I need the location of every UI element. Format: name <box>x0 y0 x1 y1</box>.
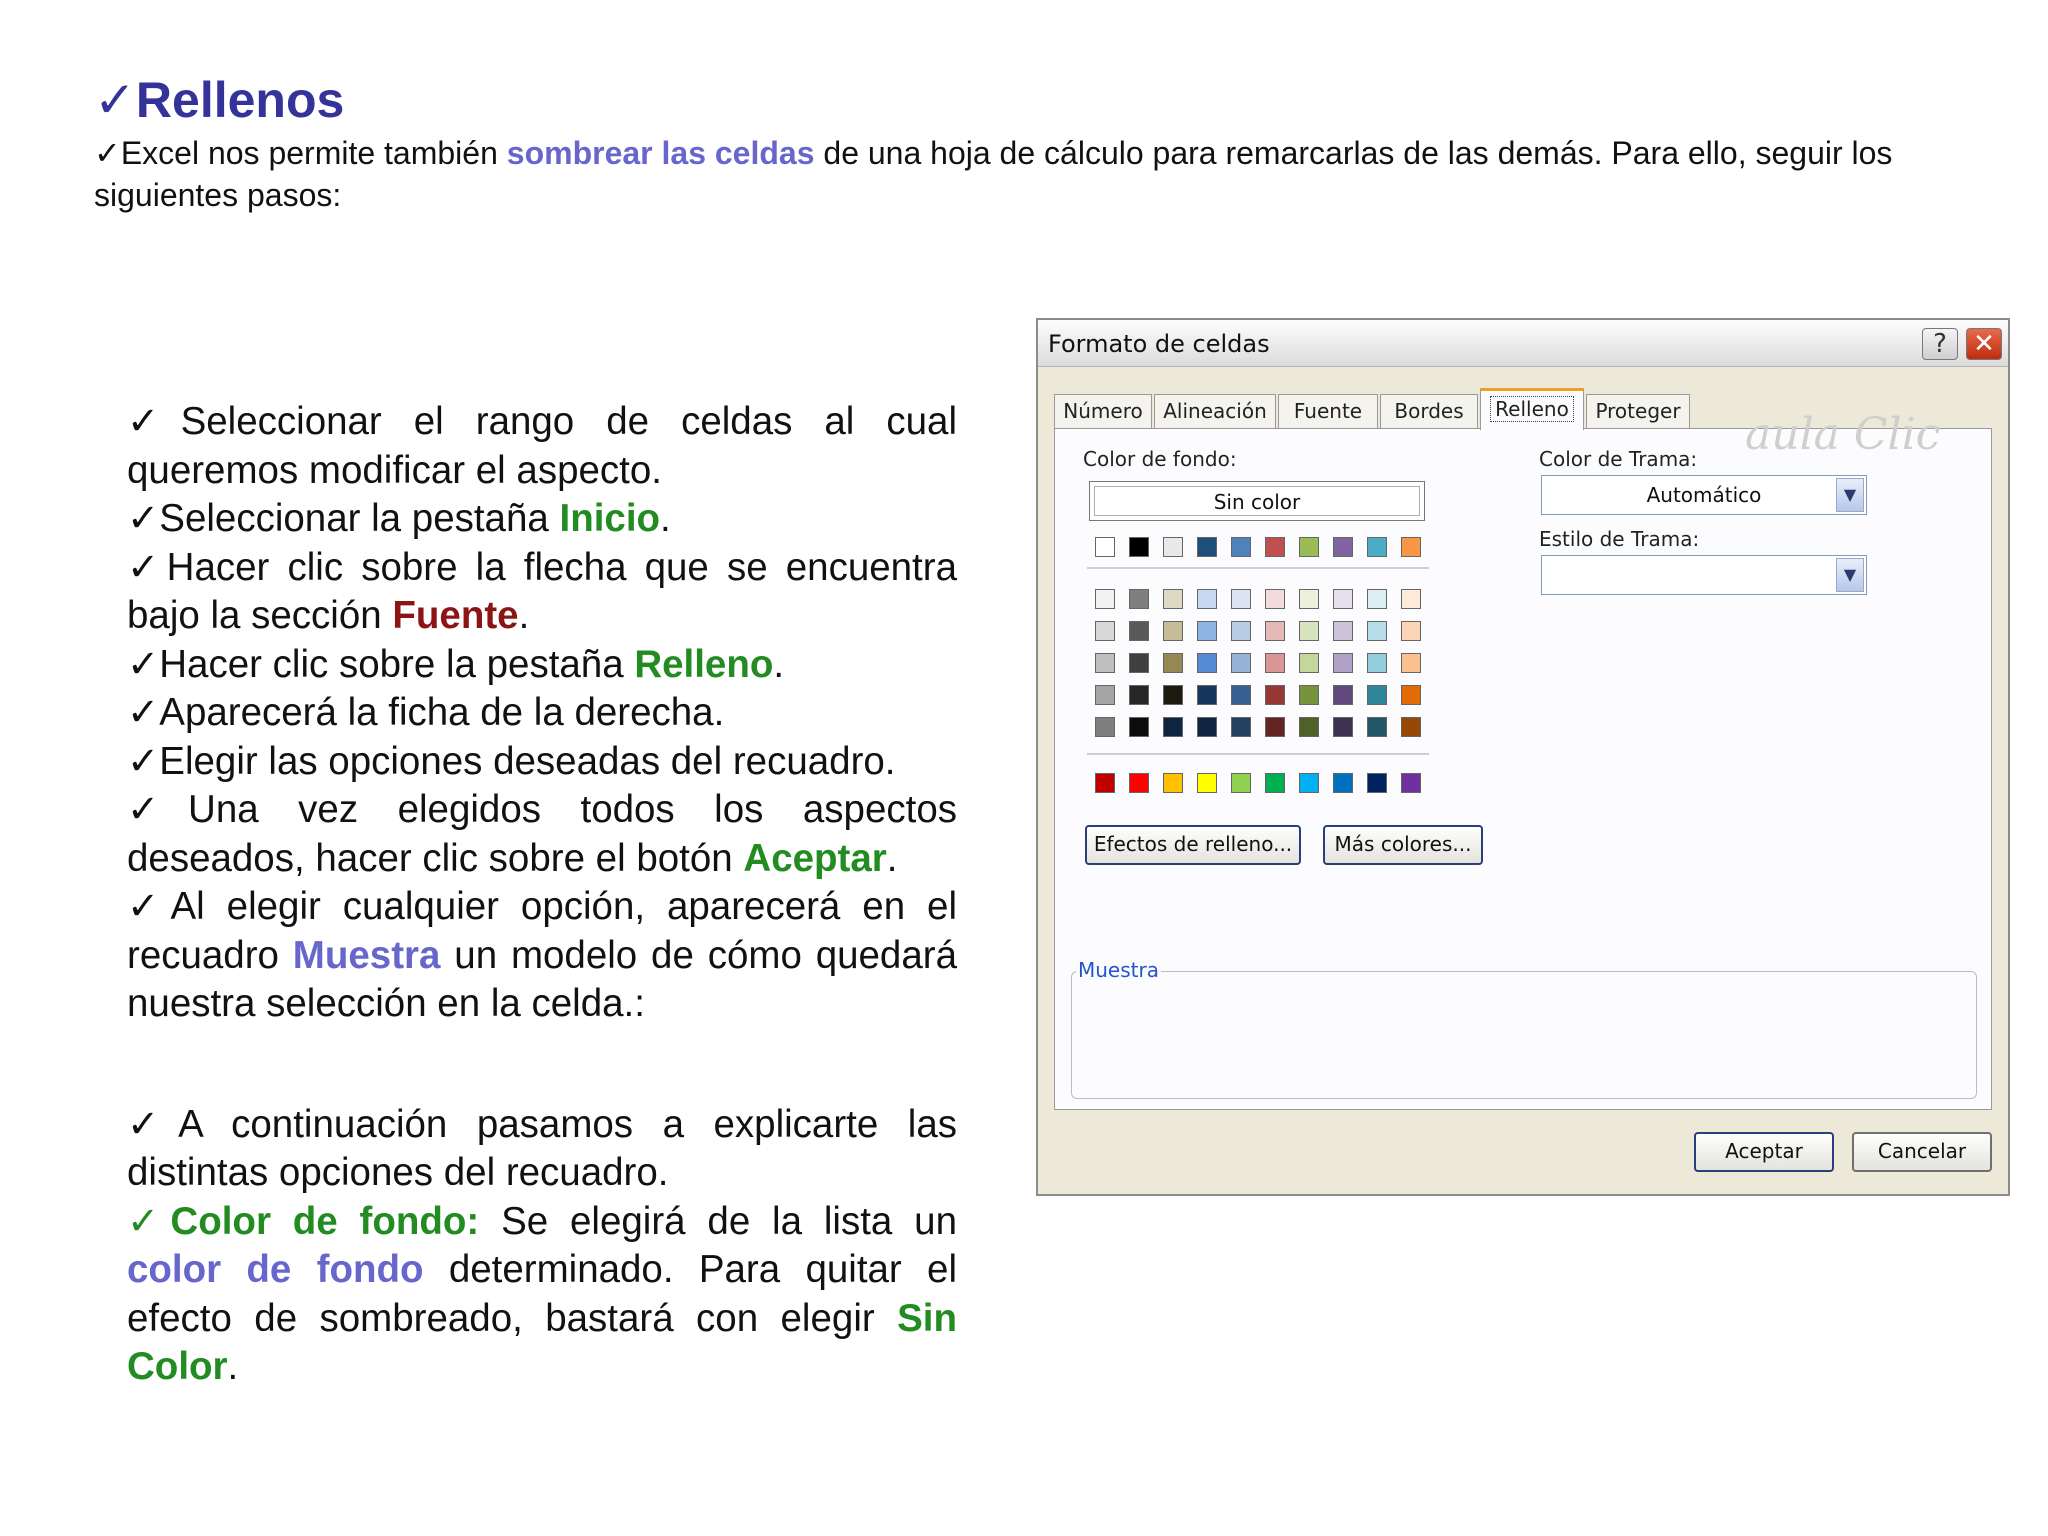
standard-color-swatch[interactable] <box>1367 773 1387 793</box>
tab-fuente[interactable]: Fuente <box>1278 394 1378 428</box>
theme-color-swatch[interactable] <box>1197 537 1217 557</box>
step-10-text-2: determinado. Para quitar el efecto de sombreado, bastará con elegir <box>127 1248 957 1340</box>
theme-color-swatch[interactable] <box>1095 537 1115 557</box>
shade-color-swatch[interactable] <box>1163 589 1183 609</box>
shade-color-swatch[interactable] <box>1231 685 1251 705</box>
close-button[interactable]: ✕ <box>1966 328 2002 360</box>
shade-color-swatch[interactable] <box>1129 717 1149 737</box>
shade-color-swatch[interactable] <box>1265 653 1285 673</box>
shade-color-swatch[interactable] <box>1401 621 1421 641</box>
cancelar-button[interactable]: Cancelar <box>1852 1132 1992 1172</box>
dialog-titlebar <box>1038 320 2008 367</box>
shade-color-swatch[interactable] <box>1197 685 1217 705</box>
title-text: Rellenos <box>135 72 345 128</box>
step-9: ✓A continuación pasamos a explicarte las distintas opciones del recuadro. <box>127 1102 957 1194</box>
step-4-end: . <box>773 642 785 686</box>
shade-color-swatch[interactable] <box>1265 621 1285 641</box>
theme-color-swatch[interactable] <box>1265 537 1285 557</box>
shade-color-swatch[interactable] <box>1129 653 1149 673</box>
shade-color-swatch[interactable] <box>1333 589 1353 609</box>
shade-color-swatch[interactable] <box>1197 653 1217 673</box>
step-6: ✓Elegir las opciones deseadas del recuadro. <box>127 739 896 783</box>
shade-color-swatch[interactable] <box>1095 653 1115 673</box>
tab-relleno-label: Relleno <box>1490 396 1574 422</box>
shade-color-swatch[interactable] <box>1299 621 1319 641</box>
step-4 <box>127 641 957 690</box>
step-3-end: . <box>518 594 530 637</box>
standard-color-swatch[interactable] <box>1129 773 1149 793</box>
intro-paragraph <box>94 132 2014 216</box>
color-fondo-label: Color de fondo: <box>1083 447 1237 471</box>
help-button[interactable]: ? <box>1922 328 1958 360</box>
step-2-keyword: Inicio <box>559 497 661 540</box>
standard-color-swatch[interactable] <box>1401 773 1421 793</box>
muestra-preview <box>1071 958 1977 1099</box>
chevron-down-icon[interactable]: ▼ <box>1836 558 1864 592</box>
shade-color-swatch[interactable] <box>1197 621 1217 641</box>
chevron-down-icon[interactable]: ▼ <box>1836 478 1864 512</box>
shade-color-swatch[interactable] <box>1265 589 1285 609</box>
step-5: ✓Aparecerá la ficha de la derecha. <box>127 691 725 734</box>
shade-color-swatch[interactable] <box>1299 685 1319 705</box>
shade-color-swatch[interactable] <box>1095 685 1115 705</box>
format-cells-dialog <box>1036 318 2010 1196</box>
step-2-text: ✓Seleccionar la pestaña <box>127 497 560 540</box>
theme-color-swatch[interactable] <box>1367 537 1387 557</box>
intro-text: Excel nos permite también <box>120 135 507 171</box>
shade-color-swatch[interactable] <box>1163 685 1183 705</box>
spacer <box>127 1029 957 1101</box>
shade-color-swatch[interactable] <box>1231 717 1251 737</box>
check-icon: ✓ <box>94 72 136 128</box>
theme-color-swatch[interactable] <box>1299 537 1319 557</box>
step-2 <box>127 495 957 544</box>
shade-color-swatch[interactable] <box>1197 589 1217 609</box>
shade-color-swatch[interactable] <box>1299 717 1319 737</box>
step-4-keyword: Relleno <box>634 642 774 686</box>
tab-numero[interactable]: Número <box>1054 394 1152 428</box>
standard-color-swatch[interactable] <box>1197 773 1217 793</box>
step-7-keyword: Aceptar <box>743 836 887 880</box>
step-7-end: . <box>886 836 898 880</box>
shade-color-swatch[interactable] <box>1401 589 1421 609</box>
shade-color-swatch[interactable] <box>1231 653 1251 673</box>
steps-list <box>127 398 957 1392</box>
sin-color-label: Sin color <box>1094 486 1420 516</box>
shade-color-swatch[interactable] <box>1129 685 1149 705</box>
shade-color-swatch[interactable] <box>1197 717 1217 737</box>
shade-color-swatch[interactable] <box>1367 685 1387 705</box>
step-10 <box>127 1198 957 1392</box>
step-8-end: un modelo de cómo quedará nuestra selección en la celda.: <box>127 933 957 1025</box>
aceptar-button[interactable]: Aceptar <box>1694 1132 1834 1172</box>
shade-color-swatch[interactable] <box>1163 653 1183 673</box>
check-icon: ✓ <box>94 135 121 171</box>
theme-color-swatch[interactable] <box>1231 537 1251 557</box>
shade-color-swatch[interactable] <box>1333 653 1353 673</box>
shade-color-swatch[interactable] <box>1129 589 1149 609</box>
shade-color-swatch[interactable] <box>1299 653 1319 673</box>
theme-color-swatch[interactable] <box>1333 537 1353 557</box>
standard-color-swatch[interactable] <box>1265 773 1285 793</box>
estilo-trama-select[interactable] <box>1541 555 1867 595</box>
intro-highlight: sombrear las celdas <box>506 135 815 171</box>
shade-color-swatch[interactable] <box>1095 717 1115 737</box>
color-trama-value: Automático <box>1646 483 1762 507</box>
color-trama-select[interactable] <box>1541 475 1867 515</box>
standard-color-swatch[interactable] <box>1163 773 1183 793</box>
muestra-label: Muestra <box>1078 958 1159 982</box>
standard-color-swatch[interactable] <box>1231 773 1251 793</box>
step-7 <box>127 786 957 883</box>
shade-color-swatch[interactable] <box>1333 717 1353 737</box>
step-10-end: . <box>227 1345 239 1388</box>
standard-color-swatch[interactable] <box>1299 773 1319 793</box>
shade-color-swatch[interactable] <box>1299 589 1319 609</box>
color-trama-label: Color de Trama: <box>1539 447 1698 471</box>
shade-color-swatch[interactable] <box>1367 717 1387 737</box>
theme-color-swatch[interactable] <box>1163 537 1183 557</box>
shade-color-swatch[interactable] <box>1129 621 1149 641</box>
shade-color-swatch[interactable] <box>1333 621 1353 641</box>
tab-proteger[interactable]: Proteger <box>1586 394 1690 428</box>
shade-color-swatch[interactable] <box>1163 621 1183 641</box>
step-8-keyword: Muestra <box>292 933 441 977</box>
step-10-text: Se elegirá de la lista un <box>479 1199 957 1243</box>
tab-relleno[interactable] <box>1480 388 1584 430</box>
theme-color-swatch[interactable] <box>1129 537 1149 557</box>
step-3-keyword: Fuente <box>392 594 519 637</box>
shade-color-swatch[interactable] <box>1095 589 1115 609</box>
step-2-end: . <box>660 497 671 540</box>
step-7-text: ✓Una vez elegidos todos los aspectos deseados, hacer clic sobre el botón <box>127 788 957 880</box>
shade-color-swatch[interactable] <box>1401 717 1421 737</box>
shade-color-swatch[interactable] <box>1401 653 1421 673</box>
step-10-keyword-2: Sin Color <box>127 1296 957 1388</box>
step-10-keyword: Color de fondo: <box>170 1199 480 1243</box>
standard-color-swatch[interactable] <box>1333 773 1353 793</box>
step-8 <box>127 883 957 1029</box>
step-4-text: ✓Hacer clic sobre la pestaña <box>127 642 635 686</box>
step-1: ✓Seleccionar el rango de celdas al cual queremos modificar el aspecto. <box>127 400 957 492</box>
check-icon: ✓ <box>127 1199 171 1243</box>
theme-color-swatch[interactable] <box>1401 537 1421 557</box>
step-3 <box>127 544 957 641</box>
aulaclic-watermark: aula Clic <box>1745 409 1941 460</box>
shade-color-swatch[interactable] <box>1333 685 1353 705</box>
separator <box>1087 567 1429 569</box>
efectos-relleno-button[interactable]: Efectos de relleno... <box>1085 825 1301 865</box>
sin-color-button[interactable] <box>1089 481 1425 521</box>
separator <box>1087 753 1429 755</box>
mas-colores-button[interactable]: Más colores... <box>1323 825 1483 865</box>
shade-color-swatch[interactable] <box>1367 621 1387 641</box>
shade-color-swatch[interactable] <box>1231 589 1251 609</box>
shade-color-swatch[interactable] <box>1265 685 1285 705</box>
step-8-text: ✓Al elegir cualquier opción, aparecerá en el recuadro <box>127 885 957 977</box>
shade-color-swatch[interactable] <box>1231 621 1251 641</box>
estilo-trama-label: Estilo de Trama: <box>1539 527 1700 551</box>
dialog-title: Formato de celdas <box>1048 330 1270 358</box>
shade-color-swatch[interactable] <box>1163 717 1183 737</box>
intro-text-end: de una hoja de cálculo para remarcarlas de las demás. Para ello, seguir los siguientes pasos: <box>94 135 1893 213</box>
shade-color-swatch[interactable] <box>1095 621 1115 641</box>
standard-color-swatch[interactable] <box>1095 773 1115 793</box>
shade-color-swatch[interactable] <box>1367 589 1387 609</box>
page-title <box>94 70 344 130</box>
shade-color-swatch[interactable] <box>1401 685 1421 705</box>
tab-alineacion[interactable]: Alineación <box>1154 394 1276 428</box>
shade-color-swatch[interactable] <box>1265 717 1285 737</box>
step-3-text: ✓Hacer clic sobre la flecha que se encuentra bajo la sección <box>127 545 957 637</box>
tab-bordes[interactable]: Bordes <box>1380 394 1478 428</box>
shade-color-swatch[interactable] <box>1367 653 1387 673</box>
step-10-highlight: color de fondo <box>127 1248 424 1291</box>
